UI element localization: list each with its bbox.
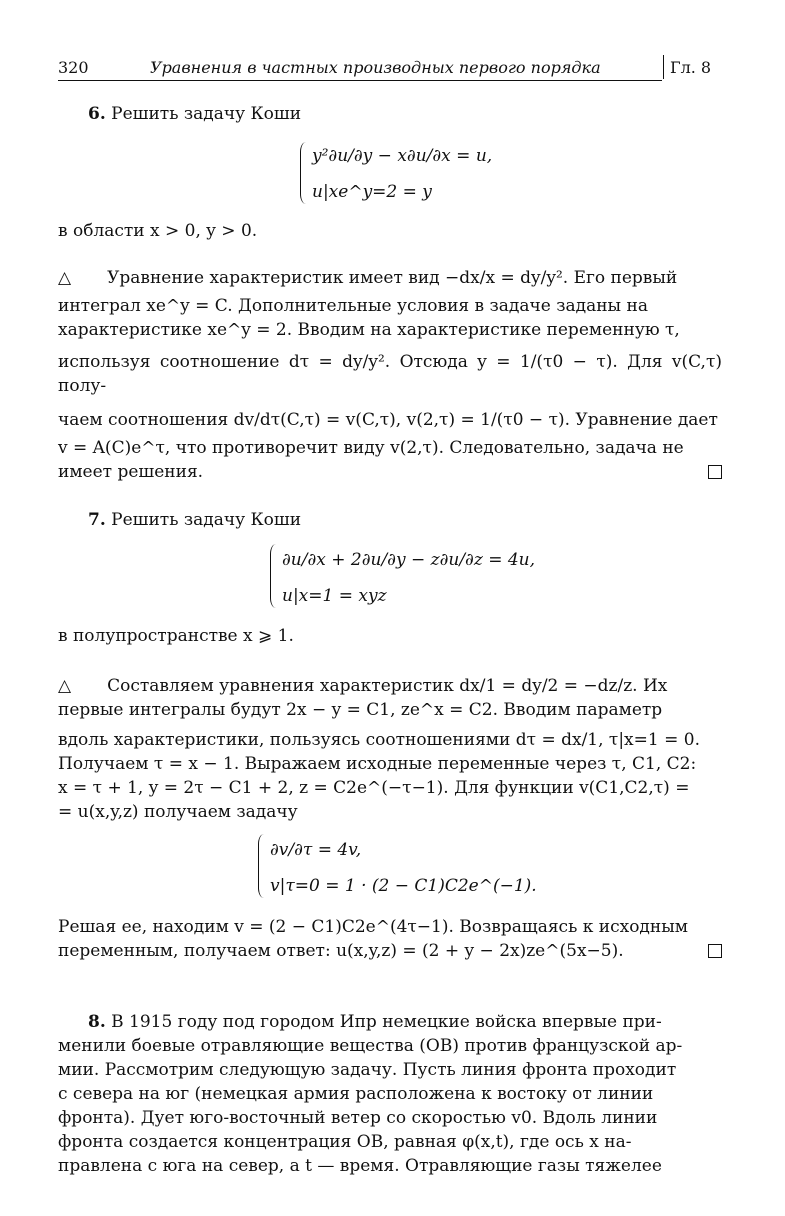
triangle-icon: △ — [58, 676, 72, 696]
problem-7-equation: ∂u/∂x + 2∂u/∂y − z∂u/∂z = 4u, — [282, 550, 536, 570]
system-brace — [258, 834, 266, 898]
chapter-label: Гл. 8 — [670, 58, 712, 77]
header-bracket — [663, 55, 664, 79]
problem-8-line: правлена с юга на север, а t — время. Отравляющие газы тяжелее — [58, 1156, 662, 1176]
end-of-proof-icon — [708, 465, 722, 479]
solution-line: Решая ее, находим v = (2 − C1)C2e^(4τ−1). Возвращаясь к исходным — [58, 917, 688, 937]
problem-7-number: 7. — [88, 510, 106, 530]
problem-6-text: Решить задачу Коши — [111, 104, 302, 124]
problem-7-answer — [58, 915, 722, 963]
solution-line: = u(x,y,z) получаем задачу — [58, 802, 298, 822]
problem-7-statement — [58, 508, 722, 532]
running-head — [58, 57, 728, 83]
problem-7-subsystem — [258, 830, 578, 902]
subsystem-condition: v|τ=0 = 1 · (2 − C1)C2e^(−1). — [270, 876, 537, 896]
system-brace — [270, 544, 278, 608]
problem-8-number: 8. — [88, 1012, 106, 1032]
solution-line: x = τ + 1, y = 2τ − C1 + 2, z = C2e^(−τ−1). Для функции v(C1,C2,τ) = — [58, 778, 690, 798]
end-of-proof-icon — [708, 944, 722, 958]
solution-line: Получаем τ = x − 1. Выражаем исходные переменные через τ, C1, C2: — [58, 754, 697, 774]
problem-6-domain: в области x > 0, y > 0. — [58, 221, 258, 241]
solution-line: Составляем уравнения характеристик dx/1 = dy/2 = −dz/z. Их — [107, 676, 668, 696]
solution-line: имеет решения. — [58, 462, 204, 482]
problem-8-line: фронта создается концентрация ОВ, равная φ(x,t), где ось x на- — [58, 1132, 632, 1152]
problem-7-text: Решить задачу Коши — [111, 510, 302, 530]
problem-8-line: фронта). Дует юго-восточный ветер со скоростью v0. Вдоль линии — [58, 1108, 658, 1128]
solution-line: чаем соотношения dv/dτ(C,τ) = v(C,τ), v(2,τ) = 1/(τ0 − τ). Уравнение дает — [58, 410, 718, 430]
solution-line: вдоль характеристики, пользуясь соотношениями dτ = dx/1, τ|x=1 = 0. — [58, 730, 700, 750]
problem-7-solution — [58, 674, 722, 824]
solution-line: v = A(C)e^τ, что противоречит виду v(2,τ). Следовательно, задача не — [58, 438, 684, 458]
problem-6-solution — [58, 266, 722, 484]
problem-8 — [58, 1010, 722, 1178]
problem-8-line: мии. Рассмотрим следующую задачу. Пусть линия фронта проходит — [58, 1060, 677, 1080]
problem-6-statement — [58, 102, 722, 126]
problem-6-equation: y²∂u/∂y − x∂u/∂x = u, — [312, 146, 493, 166]
problem-8-line: менили боевые отравляющие вещества (ОВ) против французской ар- — [58, 1036, 683, 1056]
system-brace — [300, 142, 308, 204]
running-title: Уравнения в частных производных первого порядка — [150, 58, 601, 77]
page-number: 320 — [58, 58, 89, 77]
problem-8-line: с севера на юг (немецкая армия расположена к востоку от линии — [58, 1084, 654, 1104]
problem-7-condition: u|x=1 = xyz — [282, 586, 387, 606]
subsystem-equation: ∂v/∂τ = 4v, — [270, 840, 362, 860]
problem-7-domain: в полупространстве x ⩾ 1. — [58, 626, 294, 646]
problem-6-system — [300, 138, 540, 208]
solution-line: первые интегралы будут 2x − y = C1, ze^x = C2. Вводим параметр — [58, 700, 663, 720]
header-rule — [58, 80, 662, 81]
solution-line: характеристике xe^y = 2. Вводим на характеристике переменную τ, — [58, 320, 680, 340]
problem-6-number: 6. — [88, 104, 106, 124]
problem-8-line: В 1915 году под городом Ипр немецкие войска впервые при- — [111, 1012, 662, 1032]
solution-line: Уравнение характеристик имеет вид −dx/x = dy/y². Его первый — [107, 268, 678, 288]
solution-line: интеграл xe^y = C. Дополнительные условия в задаче заданы на — [58, 296, 648, 316]
problem-7-system — [270, 540, 570, 612]
triangle-icon: △ — [58, 268, 72, 288]
solution-line: используя соотношение dτ = dy/y². Отсюда y = 1/(τ0 − τ). Для v(C,τ) полу- — [58, 352, 722, 396]
problem-6-condition: u|xe^y=2 = y — [312, 182, 432, 202]
solution-line: переменным, получаем ответ: u(x,y,z) = (2 + y − 2x)ze^(5x−5). — [58, 941, 624, 961]
